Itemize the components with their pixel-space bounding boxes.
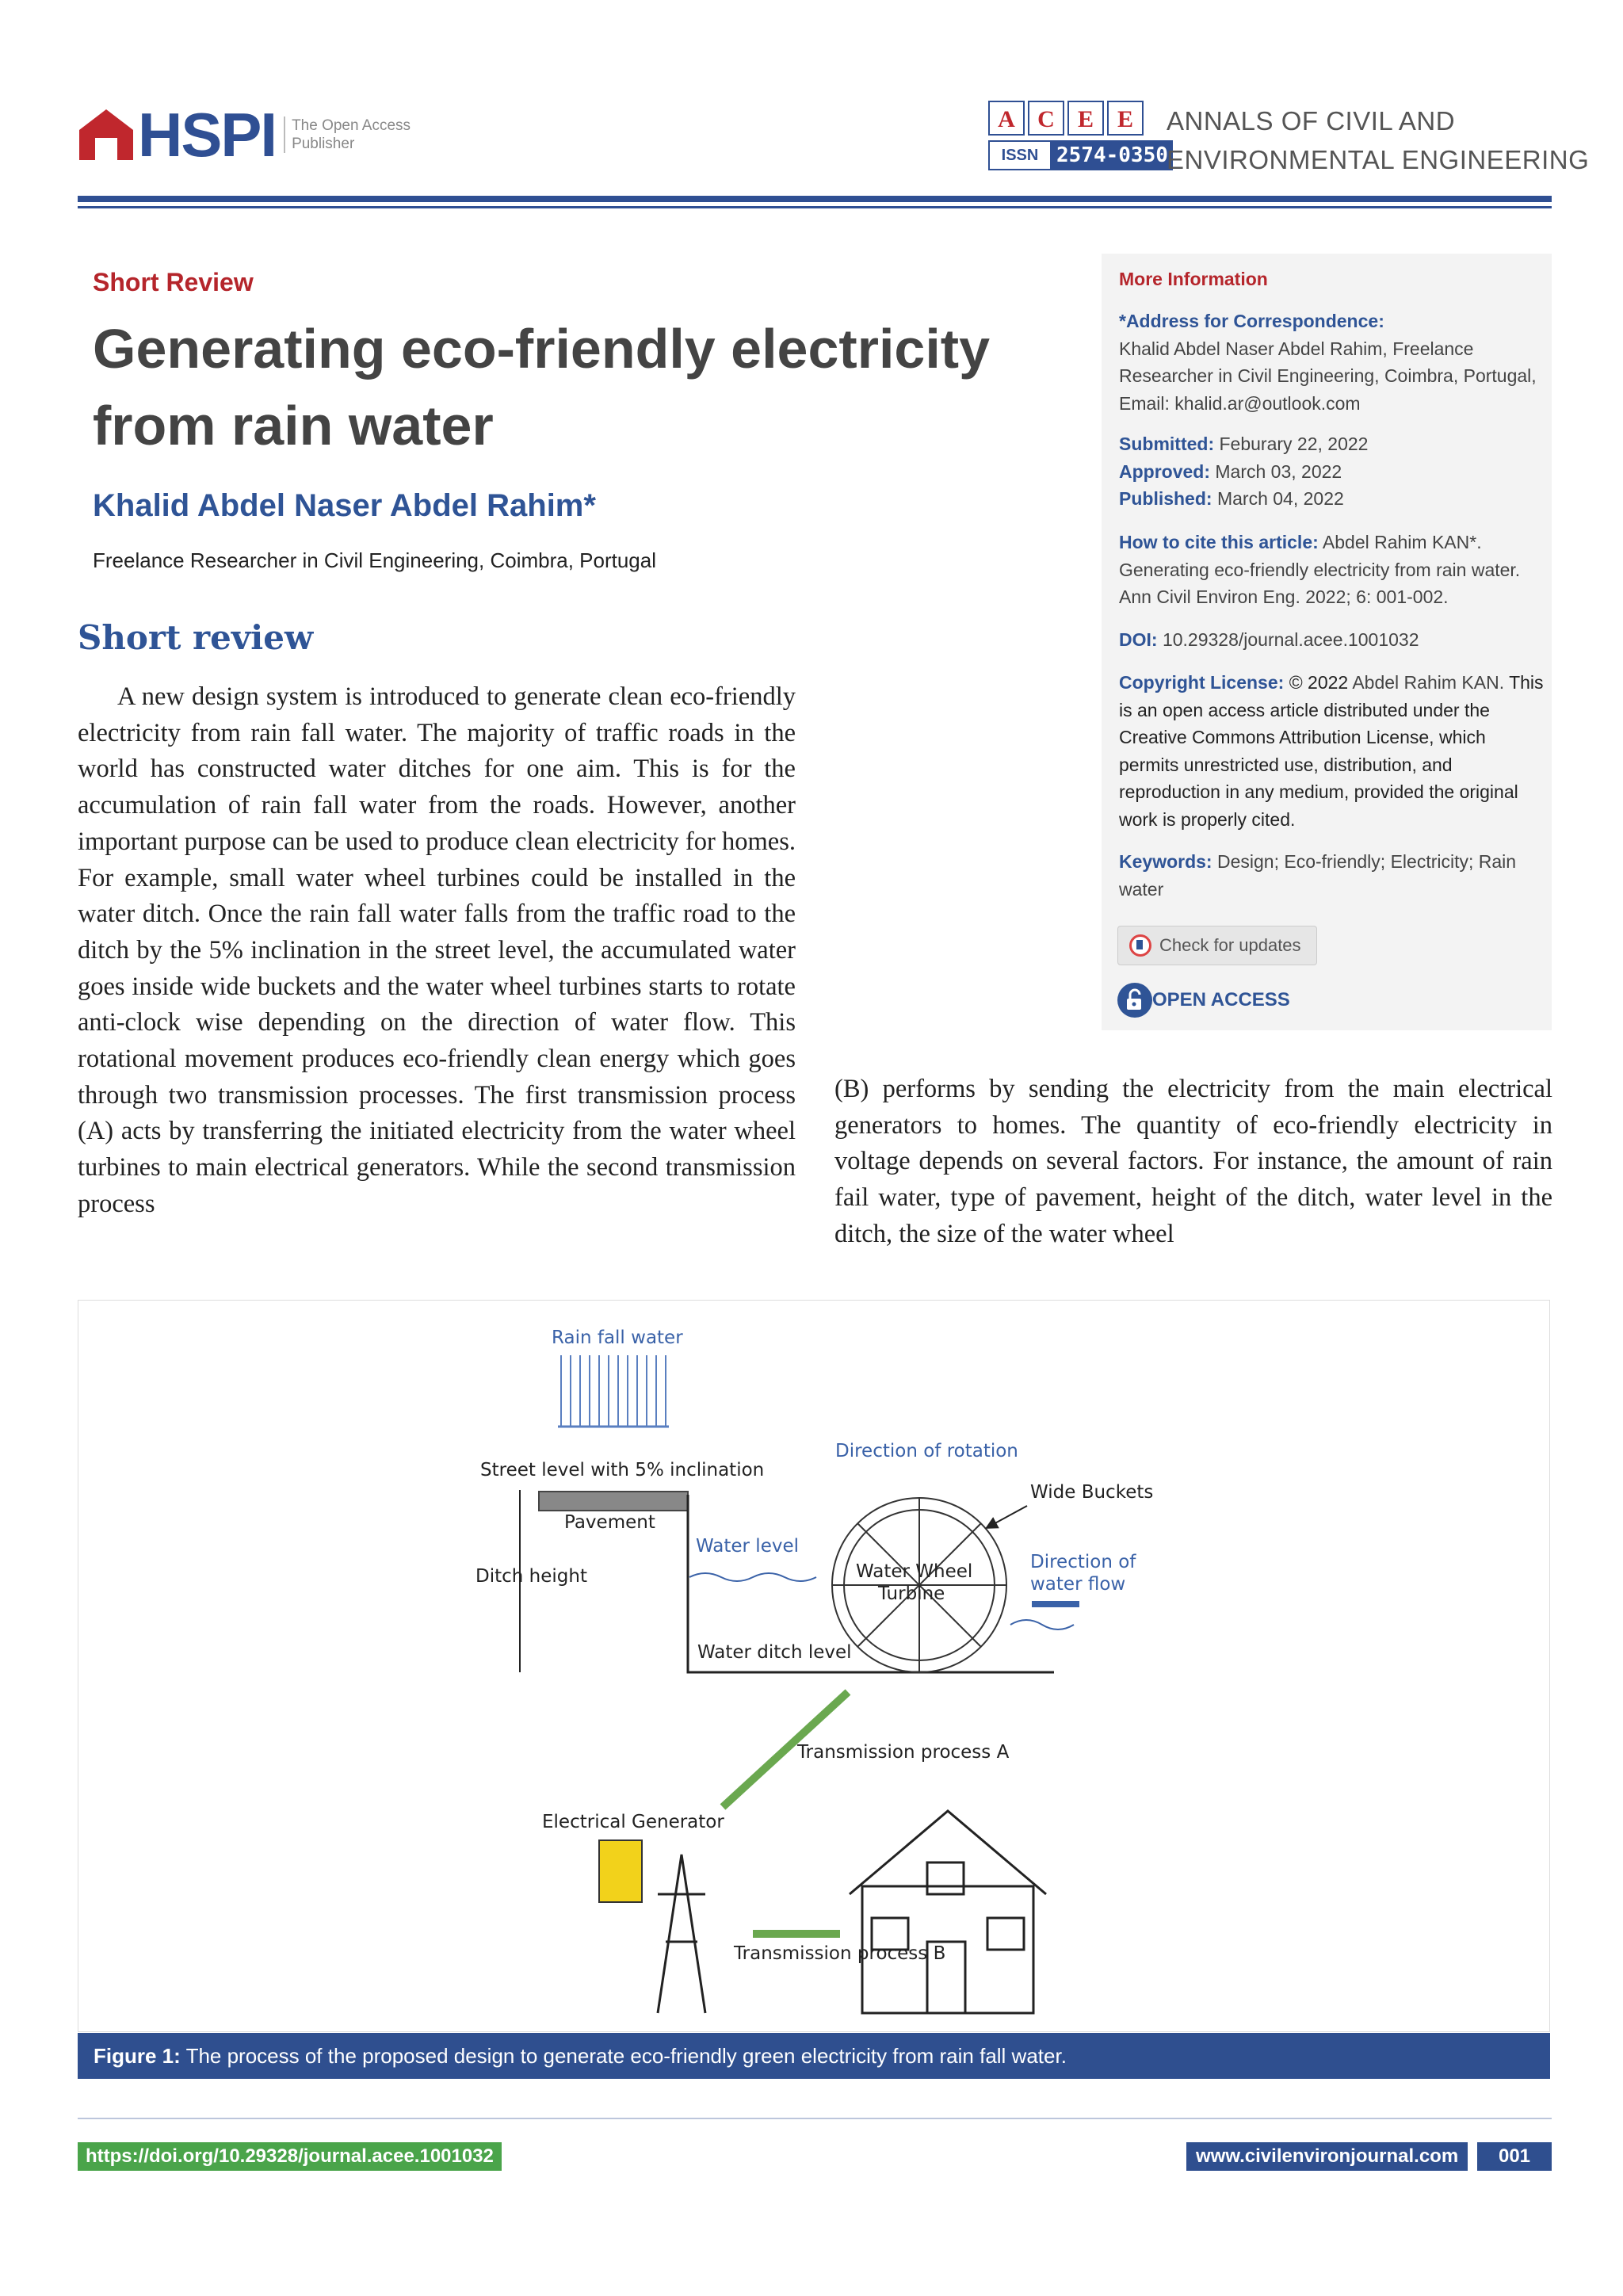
footer-doi-link[interactable]: https://doi.org/10.29328/journal.acee.1001032 [78, 2142, 502, 2171]
flow-label-1: Direction of [1030, 1552, 1136, 1572]
wheel-label-1: Water Wheel [856, 1561, 973, 1582]
article-type: Short Review [93, 268, 254, 296]
journal-letter: C [1028, 101, 1064, 136]
journal-letter: E [1067, 101, 1104, 136]
article-title: Generating eco-friendly electricity from rain water [93, 318, 991, 457]
pavement-icon [539, 1492, 688, 1511]
publisher-tagline: The Open Access Publisher [284, 117, 411, 153]
journal-badge [988, 101, 1173, 170]
approved-date: March 03, 2022 [1215, 460, 1342, 482]
figure-caption: Figure 1: The process of the proposed design to generate eco-friendly green electricity from rain fall water. [78, 2033, 1550, 2079]
buckets-pointer [991, 1506, 1027, 1526]
process-b-label: Transmission process B [734, 1943, 946, 1964]
license-text: This is an open access article distributed under the Creative Commons Attribution License, which permits unrestricted use, distribution, and reproduction in any medium, provided the original work is properly cited. [1119, 672, 1544, 830]
rain-label: Rain fall water [552, 1328, 683, 1348]
figure-diagram [444, 1308, 1189, 2029]
doi-value[interactable]: 10.29328/journal.acee.1001032 [1162, 629, 1419, 650]
keywords-value: Design; Eco-friendly; Electricity; Rain water [1119, 851, 1517, 900]
citation-block: How to cite this article: Abdel Rahim KAN*. Generating eco-friendly electricity from rain water. Ann Civil Environ Eng. 2022; 6: 001-002. [1119, 532, 1521, 607]
crossmark-icon [1129, 934, 1151, 957]
copyright-block: Copyright License: © 2022 Abdel Rahim KAN. This is an open access article distributed under the Creative Commons Attribution License, which permits unrestricted use, distribution, and reproduction in any medium, provided the original work is properly cited. [1119, 672, 1544, 830]
hspi-house-icon [78, 106, 135, 163]
journal-name: ANNALS OF CIVIL AND ENVIRONMENTAL ENGINEERING [1167, 106, 1590, 174]
footer-rule [78, 2118, 1552, 2119]
wheel-label-2: Turbine [878, 1584, 945, 1604]
generator-icon [599, 1840, 642, 1902]
flow-label-2: water flow [1030, 1574, 1126, 1595]
house-icon [850, 1811, 1046, 2013]
open-access-badge: OPEN ACCESS [1117, 983, 1290, 1018]
ditch-height-label: Ditch height [475, 1566, 587, 1587]
pavement-label: Pavement [564, 1512, 655, 1533]
publisher-name: HSPI [138, 100, 277, 170]
process-a-label: Transmission process A [797, 1742, 1010, 1763]
dates-block: Submitted: Feburary 22, 2022 Approved: March 03, 2022 Published: March 04, 2022 [1119, 434, 1369, 509]
address-label: *Address for Correspondence: [1119, 311, 1384, 331]
flow-arrow-icon [1032, 1601, 1079, 1607]
issn-label: ISSN [988, 140, 1052, 170]
flow-wave [1010, 1620, 1074, 1629]
generator-label: Electrical Generator [542, 1812, 724, 1832]
journal-letter: A [988, 101, 1025, 136]
buckets-label: Wide Buckets [1030, 1482, 1154, 1503]
author-affiliation: Freelance Researcher in Civil Engineering, Coimbra, Portugal [93, 548, 657, 572]
water-level-label: Water level [696, 1536, 799, 1557]
body-paragraph-col1: A new design system is introduced to generate clean eco-friendly electricity from rain fall water. The majority of traffic roads in the world has constructed water ditches for one aim. This is for the accumulation of rain fall water from the roads. However, another important purpose can be used to produce clean electricity for homes. For example, small water wheel turbines could be installed in the water ditch. Once the rain fall water falls from the traffic road to the ditch by the 5% inclination in the street level, the accumulated water goes inside wide buckets and the water wheel turbines starts to rotate anti-clock wise depending on the direction of water flow. This rotational movement produces eco-friendly clean energy which goes through two transmission processes. The first transmission process (A) acts by transferring the initiated electricity from the water wheel turbines to main electrical generators. While the second transmission process [78, 682, 796, 1218]
doi-block: DOI: 10.29328/journal.acee.1001032 [1119, 629, 1419, 650]
journal-letter: E [1107, 101, 1144, 136]
keywords-block: Keywords: Design; Eco-friendly; Electricity; Rain water [1119, 851, 1517, 900]
footer-website-link[interactable]: www.civilenvironjournal.com [1186, 2142, 1468, 2171]
address-text: Khalid Abdel Naser Abdel Rahim, Freelance Researcher in Civil Engineering, Coimbra, Portugal, Email: khalid.ar@outlook.com [1119, 338, 1537, 414]
issn-number: 2574-0350 [1052, 140, 1173, 170]
water-ditch-level-label: Water ditch level [697, 1642, 852, 1663]
publisher-logo [78, 100, 411, 170]
check-updates-button[interactable]: Check for updates [1117, 926, 1317, 965]
author-name: Khalid Abdel Naser Abdel Rahim* [93, 488, 596, 523]
rain-arrows-icon [558, 1355, 669, 1427]
published-date: March 04, 2022 [1216, 488, 1344, 509]
submitted-date: Feburary 22, 2022 [1219, 434, 1369, 454]
water-surface [689, 1573, 816, 1581]
rotation-label: Direction of rotation [835, 1441, 1018, 1461]
section-heading: Short review [78, 618, 314, 657]
more-info-heading: More Information [1119, 269, 1268, 289]
street-label: Street level with 5% inclination [480, 1460, 765, 1480]
citation-text: Abdel Rahim KAN*. Generating eco-friendly electricity from rain water. Ann Civil Environ Eng. 2022; 6: 001-002. [1119, 532, 1521, 607]
body-paragraph-col2: (B) performs by sending the electricity from the main electrical generators to homes. The quantity of eco-friendly electricity in voltage depends on several factors. For instance, the amount of rain fail water, type of pavement, height of the ditch, water level in the ditch, the size of the water wheel [834, 1075, 1552, 1248]
header-rule-thin [78, 206, 1552, 208]
correspondence-block [1119, 308, 1547, 417]
pylon-icon [658, 1855, 705, 2013]
page-number: 001 [1477, 2142, 1552, 2171]
header-rule [78, 196, 1552, 202]
unlock-icon [1117, 983, 1152, 1018]
